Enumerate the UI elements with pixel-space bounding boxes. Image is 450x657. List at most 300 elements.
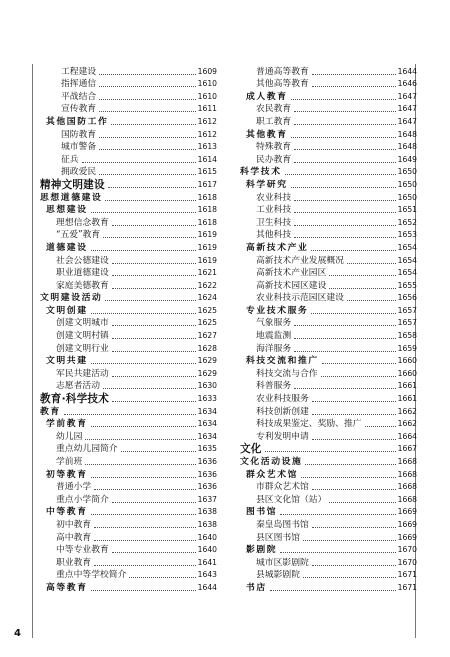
toc-entry-title: 城市区影剧院: [256, 557, 309, 568]
toc-entry-title: 高中教育: [56, 532, 92, 543]
toc-entry-page: 1637: [197, 494, 217, 504]
toc-column-right: [240, 64, 417, 593]
toc-entry-title: 创建文明城市: [56, 318, 109, 329]
dot-leader: [294, 236, 395, 238]
toc-entry-page: 1612: [197, 129, 217, 139]
toc-entry: [40, 228, 217, 241]
toc-entry-page: 1671: [397, 582, 417, 592]
toc-entry-title: 高新技术产业发展概况: [256, 255, 344, 266]
toc-entry: [240, 442, 417, 455]
toc-entry-title: 职业教育: [56, 557, 92, 568]
toc-entry-title: 书店: [246, 582, 267, 593]
dot-leader: [112, 551, 196, 553]
toc-entry-page: 1610: [197, 79, 217, 89]
toc-entry: [40, 580, 217, 593]
toc-entry-page: 1643: [197, 570, 217, 580]
dot-leader: [329, 274, 395, 276]
toc-entry-page: 1651: [397, 205, 417, 215]
dot-leader: [291, 98, 396, 100]
dot-leader: [99, 148, 195, 150]
dot-leader: [108, 186, 196, 188]
toc-entry-title: 平战结合: [61, 91, 97, 102]
dot-leader: [105, 299, 195, 301]
toc-entry-page: 1657: [397, 305, 417, 315]
toc-entry-title: 卫生科技: [256, 217, 292, 228]
dot-leader: [294, 161, 395, 163]
toc-entry-title: 民办教育: [256, 154, 292, 165]
toc-entry-title: 国防教育: [61, 129, 97, 140]
toc-entry: [40, 102, 217, 115]
toc-entry: [240, 114, 417, 127]
toc-entry: [240, 253, 417, 266]
dot-leader: [312, 526, 396, 528]
toc-entry-page: 1647: [397, 104, 417, 114]
toc-entry-page: 1636: [197, 482, 217, 492]
dot-leader: [312, 564, 396, 566]
toc-entry: [240, 580, 417, 593]
dot-leader: [312, 413, 396, 415]
toc-entry: [240, 177, 417, 190]
toc-entry-page: 1658: [397, 331, 417, 341]
dot-leader: [294, 350, 395, 352]
dot-leader: [99, 136, 195, 138]
toc-entry-page: 1650: [397, 192, 417, 202]
toc-entry-page: 1668: [397, 482, 417, 492]
toc-entry-title: 县区图书馆: [256, 532, 300, 543]
toc-entry-title: 初中教育: [56, 519, 92, 530]
toc-entry: [240, 240, 417, 253]
toc-entry: [240, 467, 417, 480]
toc-entry: [40, 517, 217, 530]
dot-leader: [294, 337, 395, 339]
toc-entry: [40, 303, 217, 316]
toc-entry: [40, 152, 217, 165]
dot-leader: [294, 211, 395, 213]
toc-entry: [240, 404, 417, 417]
toc-entry: [40, 266, 217, 279]
toc-entry-title: 工程建设: [61, 66, 97, 77]
dot-leader: [280, 513, 395, 515]
toc-entry-page: 1636: [197, 469, 217, 479]
toc-entry: [240, 228, 417, 241]
toc-entry-page: 1609: [197, 66, 217, 76]
toc-entry: [40, 467, 217, 480]
toc-entry: [240, 266, 417, 279]
dot-leader: [99, 110, 195, 112]
toc-entry-title: 职业道德建设: [56, 268, 109, 279]
toc-entry-page: 1644: [197, 582, 217, 592]
toc-entry-page: 1649: [397, 154, 417, 164]
toc-entry-page: 1628: [197, 343, 217, 353]
toc-entry-title: 科普服务: [256, 381, 292, 392]
toc-entry-page: 1664: [397, 431, 417, 441]
dot-leader: [94, 488, 195, 490]
toc-entry: [240, 328, 417, 341]
toc-entry-page: 1640: [197, 545, 217, 555]
toc-entry-title: 家庭美德教育: [56, 280, 109, 291]
toc-entry: [240, 417, 417, 430]
toc-entry-title: 其他国防工作: [46, 116, 109, 127]
toc-entry: [40, 454, 217, 467]
toc-entry-title: 城市警备: [61, 142, 97, 153]
dot-leader: [322, 362, 396, 364]
toc-entry-page: 1629: [197, 356, 217, 366]
toc-entry-title: 成人教育: [246, 91, 288, 102]
toc-entry-page: 1619: [197, 255, 217, 265]
toc-entry-title: 文化活动设施: [240, 457, 303, 467]
dot-leader: [280, 551, 395, 553]
toc-entry: [40, 555, 217, 568]
toc-entry: [40, 140, 217, 153]
dot-leader: [112, 262, 196, 264]
toc-entry-title: 初等教育: [46, 469, 88, 480]
toc-entry-title: 文明建设活动: [40, 293, 103, 304]
dot-leader: [347, 299, 396, 301]
toc-entry: [40, 89, 217, 102]
toc-entry: [240, 102, 417, 115]
toc-entry-page: 1654: [397, 255, 417, 265]
toc-entry-page: 1615: [197, 167, 217, 177]
dot-leader: [291, 186, 396, 188]
toc-entry-title: 科技交流与合作: [256, 368, 318, 379]
toc-entry-title: 高新技术园区建设: [256, 280, 327, 291]
dot-leader: [111, 123, 195, 125]
dot-leader: [329, 501, 395, 503]
toc-entry-page: 1612: [197, 116, 217, 126]
toc-entry: [40, 165, 217, 178]
dot-leader: [329, 287, 395, 289]
left-margin-rule: [32, 64, 33, 638]
toc-entry-page: 1618: [197, 192, 217, 202]
toc-entry-title: 地震监测: [256, 331, 292, 342]
dot-leader: [64, 413, 196, 415]
toc-entry-title: “五爱”教育: [56, 230, 101, 241]
toc-entry-page: 1627: [197, 331, 217, 341]
dot-leader: [112, 274, 196, 276]
toc-entry-title: 拥政爱民: [61, 167, 97, 178]
dot-leader: [105, 199, 195, 201]
toc-entry-page: 1660: [397, 356, 417, 366]
toc-entry: [240, 454, 417, 467]
toc-entry-title: 宣传教育: [61, 104, 97, 115]
toc-entry: [240, 555, 417, 568]
dot-leader: [94, 526, 195, 528]
toc-entry: [40, 391, 217, 404]
toc-entry-title: 高等教育: [46, 582, 88, 593]
toc-entry-title: 普通小学: [56, 482, 92, 493]
dot-leader: [121, 450, 196, 452]
toc-entry: [40, 366, 217, 379]
dot-leader: [347, 262, 396, 264]
toc-entry: [40, 114, 217, 127]
toc-entry: [240, 480, 417, 493]
toc-entry-page: 1644: [397, 66, 417, 76]
toc-column-left: [40, 64, 217, 593]
toc-entry-page: 1638: [197, 519, 217, 529]
dot-leader: [294, 123, 395, 125]
toc-entry-page: 1668: [397, 494, 417, 504]
dot-leader: [91, 476, 196, 478]
dot-leader: [365, 425, 396, 427]
toc-entry: [240, 303, 417, 316]
toc-entry-title: 征兵: [61, 154, 79, 165]
toc-entry-page: 1648: [397, 142, 417, 152]
toc-entry-title: 高新技术产业园区: [256, 268, 327, 279]
toc-entry: [240, 341, 417, 354]
toc-entry-title: 指挥通信: [61, 79, 97, 90]
toc-entry: [240, 505, 417, 518]
toc-entry-page: 1636: [197, 457, 217, 466]
dot-leader: [303, 576, 396, 578]
toc-entry-title: 教育: [40, 406, 61, 417]
toc-entry-page: 1611: [197, 104, 217, 114]
toc-entry: [240, 203, 417, 216]
dot-leader: [91, 249, 196, 251]
toc-entry-page: 1669: [397, 507, 417, 517]
toc-entry: [40, 530, 217, 543]
toc-entry-page: 1656: [397, 293, 417, 303]
toc-entry: [40, 505, 217, 518]
toc-entry-title: 影剧院: [246, 545, 278, 556]
toc-entry-page: 1647: [397, 91, 417, 101]
toc-entry-page: 1635: [197, 444, 217, 454]
toc-entry: [40, 177, 217, 190]
toc-entry-page: 1654: [397, 242, 417, 252]
dot-leader: [311, 312, 395, 314]
toc-entry-title: 幼儿园: [56, 431, 83, 442]
toc-entry-title: 其他教育: [246, 129, 288, 140]
toc-entry: [240, 165, 417, 178]
toc-entry-page: 1669: [397, 532, 417, 542]
toc-entry-title: 文明创建: [46, 305, 88, 316]
dot-leader: [312, 488, 396, 490]
toc-entry-title: 社会公德建设: [56, 255, 109, 266]
toc-entry-page: 1633: [197, 394, 217, 404]
toc-entry: [40, 215, 217, 228]
dot-leader: [112, 375, 196, 377]
dot-leader: [294, 199, 395, 201]
dot-leader: [294, 387, 395, 389]
toc-entry-page: 1661: [397, 394, 417, 404]
dot-leader: [312, 400, 396, 402]
toc-entry: [240, 140, 417, 153]
toc-entry-page: 1618: [197, 217, 217, 227]
dot-leader: [91, 425, 196, 427]
dot-leader: [91, 513, 196, 515]
dot-leader: [305, 463, 395, 465]
toc-entry: [40, 429, 217, 442]
toc-entry: [40, 341, 217, 354]
toc-entry-page: 1668: [397, 457, 417, 466]
toc-entry: [40, 240, 217, 253]
toc-entry: [240, 64, 417, 77]
toc-entry-title: 秦皇岛图书馆: [256, 519, 309, 530]
toc-entry-title: 图书馆: [246, 507, 278, 518]
toc-entry-page: 1662: [397, 406, 417, 416]
dot-leader: [91, 312, 196, 314]
dot-leader: [294, 148, 395, 150]
toc-entry-page: 1622: [197, 280, 217, 290]
toc-entry-page: 1650: [397, 179, 417, 189]
toc-entry-title: 专利发明申请: [256, 431, 309, 442]
toc-entry: [240, 543, 417, 556]
toc-entry-page: 1629: [197, 368, 217, 378]
toc-entry-title: 市群众艺术馆: [256, 482, 309, 493]
toc-entry-title: 重点小学简介: [56, 494, 109, 505]
toc-entry-title: 教育·科学技术: [40, 393, 109, 406]
dot-leader: [285, 173, 396, 175]
toc-entry-title: 学前班: [56, 457, 83, 467]
toc-entry: [40, 278, 217, 291]
toc-entry-page: 1621: [197, 268, 217, 278]
toc-entry-page: 1670: [397, 545, 417, 555]
dot-leader: [103, 236, 195, 238]
dot-leader: [94, 564, 195, 566]
dot-leader: [291, 136, 396, 138]
dot-leader: [301, 476, 396, 478]
dot-leader: [112, 400, 196, 402]
toc-entry-page: 1625: [197, 305, 217, 315]
dot-leader: [82, 161, 196, 163]
dot-leader: [99, 98, 195, 100]
dot-leader: [85, 438, 195, 440]
toc-entry: [240, 291, 417, 304]
toc-entry: [40, 328, 217, 341]
toc-entry-title: 文化: [240, 443, 262, 456]
dot-leader: [99, 173, 195, 175]
toc-entry-page: 1660: [397, 368, 417, 378]
toc-entry-title: 思想道德建设: [40, 192, 103, 203]
dot-leader: [112, 501, 196, 503]
toc-entry-page: 1670: [397, 557, 417, 567]
dot-leader: [312, 85, 396, 87]
toc-entry-title: 群众艺术馆: [246, 469, 298, 480]
toc-entry: [40, 417, 217, 430]
dot-leader: [85, 463, 195, 465]
toc-entry-page: 1610: [197, 91, 217, 101]
toc-entry-title: 农业科技: [256, 192, 292, 203]
toc-entry-page: 1657: [397, 318, 417, 328]
toc-entry: [40, 568, 217, 581]
toc-entry-page: 1655: [397, 280, 417, 290]
toc-entry: [240, 568, 417, 581]
toc-entry-title: 科技成果鉴定、奖励、推广: [256, 419, 362, 430]
toc-entry-title: 农业科技服务: [256, 394, 309, 405]
toc-entry-title: 理想信念教育: [56, 217, 109, 228]
toc-entry-page: 1617: [197, 179, 217, 189]
dot-leader: [94, 539, 195, 541]
toc-entry-page: 1646: [397, 79, 417, 89]
toc-entry: [40, 77, 217, 90]
toc-entry-page: 1647: [397, 116, 417, 126]
toc-entry-page: 1638: [197, 507, 217, 517]
toc-entry-page: 1613: [197, 142, 217, 152]
toc-entry-page: 1661: [397, 381, 417, 391]
toc-entry: [240, 316, 417, 329]
toc-entry-title: 海洋服务: [256, 343, 292, 354]
dot-leader: [112, 337, 196, 339]
dot-leader: [294, 224, 395, 226]
toc-entry-title: 其他科技: [256, 230, 292, 241]
dot-leader: [294, 110, 395, 112]
toc-entry: [240, 278, 417, 291]
toc-entry-title: 气象服务: [256, 318, 292, 329]
toc-entry-page: 1614: [197, 154, 217, 164]
dot-leader: [91, 362, 196, 364]
dot-leader: [311, 249, 395, 251]
toc-entry-page: 1624: [197, 293, 217, 303]
toc-entry: [40, 253, 217, 266]
toc-entry: [240, 379, 417, 392]
toc-entry-title: 中等教育: [46, 507, 88, 518]
dot-leader: [129, 576, 195, 578]
dot-leader: [91, 589, 196, 591]
toc-entry-page: 1650: [397, 167, 417, 177]
toc-entry-page: 1667: [397, 444, 417, 454]
dot-leader: [270, 589, 396, 591]
toc-entry-page: 1659: [397, 343, 417, 353]
toc-entry-title: 创建文明行业: [56, 343, 109, 354]
toc-entry: [240, 366, 417, 379]
toc-entry-title: 重点中等学校简介: [56, 570, 127, 581]
dot-leader: [303, 539, 396, 541]
dot-leader: [294, 324, 395, 326]
toc-entry: [40, 379, 217, 392]
toc-entry-title: 军民共建活动: [56, 368, 109, 379]
toc-entry-title: 精神文明建设: [40, 178, 105, 191]
toc-entry-title: 县城影剧院: [256, 570, 300, 581]
toc-entry: [40, 543, 217, 556]
toc-entry: [240, 190, 417, 203]
toc-entry-title: 创建文明村镇: [56, 331, 109, 342]
toc-entry-page: 1618: [197, 205, 217, 215]
toc-entry: [240, 354, 417, 367]
dot-leader: [99, 85, 195, 87]
toc-entry-page: 1652: [397, 217, 417, 227]
toc-entry-page: 1653: [397, 230, 417, 240]
toc-entry-page: 1630: [197, 381, 217, 391]
toc-entry: [240, 517, 417, 530]
toc-entry: [40, 127, 217, 140]
toc-entry-title: 志愿者活动: [56, 381, 100, 392]
toc-entry-title: 中等专业教育: [56, 545, 109, 556]
toc-entry-title: 道德建设: [46, 242, 88, 253]
toc-entry-page: 1654: [397, 268, 417, 278]
toc-entry: [40, 404, 217, 417]
toc-entry-title: 重点幼儿园简介: [56, 444, 118, 455]
toc-entry-page: 1640: [197, 532, 217, 542]
toc-entry-title: 工业科技: [256, 205, 292, 216]
toc-entry: [240, 391, 417, 404]
toc-entry: [240, 77, 417, 90]
toc-entry: [240, 89, 417, 102]
toc-entry-page: 1634: [197, 406, 217, 416]
toc-entry-title: 科技交流和推广: [246, 356, 319, 367]
page-number: 4: [14, 628, 21, 639]
dot-leader: [321, 375, 396, 377]
toc-entry-page: 1634: [197, 419, 217, 429]
toc-entry-page: 1669: [397, 519, 417, 529]
toc-entry-page: 1662: [397, 419, 417, 429]
toc-entry: [40, 492, 217, 505]
dot-leader: [112, 287, 196, 289]
toc-entry: [40, 354, 217, 367]
dot-leader: [312, 73, 396, 75]
toc-entry-title: 文明共建: [46, 356, 88, 367]
toc-entry: [40, 316, 217, 329]
toc-entry-title: 农业科技示范园区建设: [256, 293, 344, 304]
toc-entry-title: 高新技术产业: [246, 242, 309, 253]
